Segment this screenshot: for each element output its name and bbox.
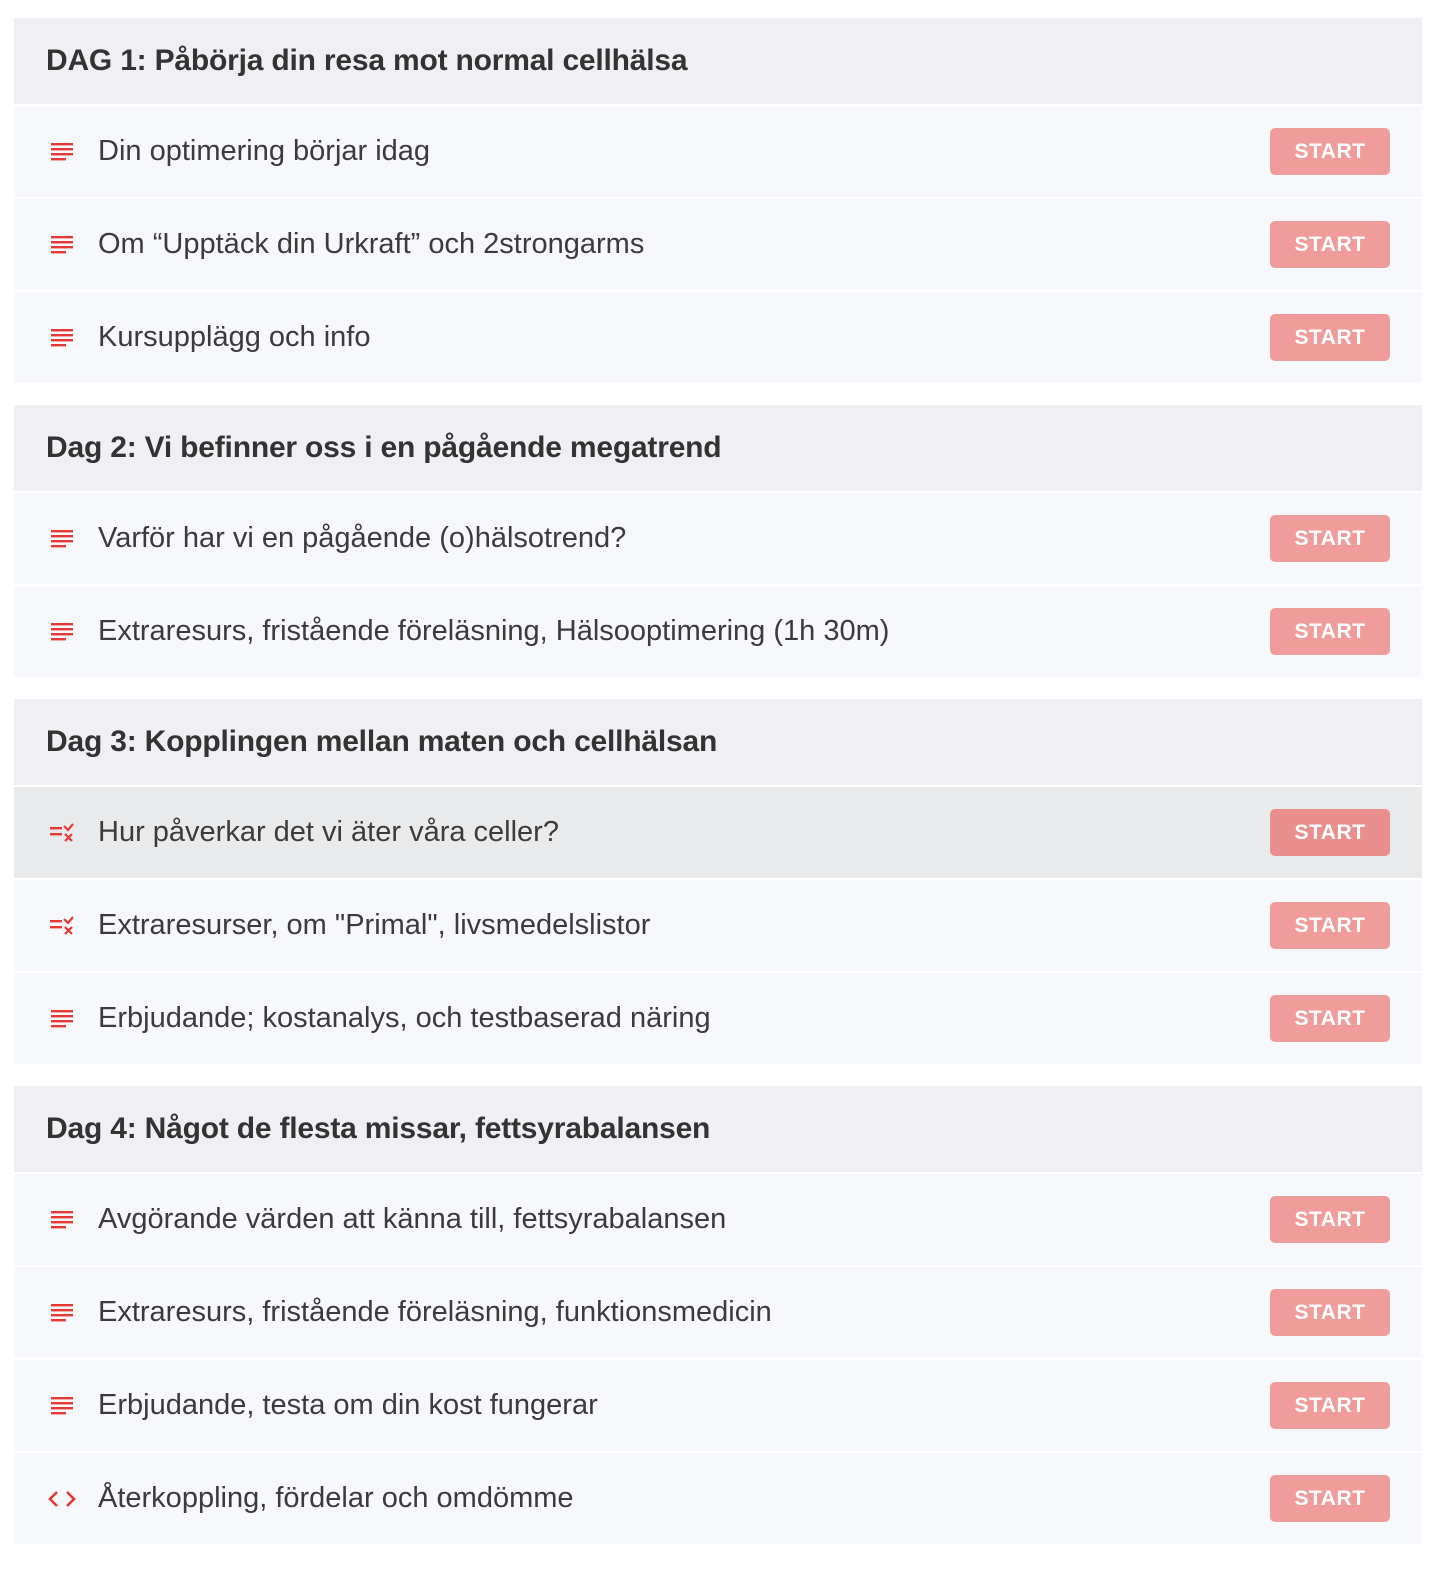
- start-button[interactable]: START: [1270, 314, 1390, 361]
- start-button[interactable]: START: [1270, 128, 1390, 175]
- lesson-row[interactable]: [14, 1172, 1422, 1265]
- text-lines-icon: [48, 138, 76, 166]
- lesson-title[interactable]: Hur påverkar det vi äter våra celler?: [98, 816, 559, 848]
- quiz-icon: [48, 912, 76, 940]
- lesson-row[interactable]: [14, 785, 1422, 878]
- course-section: [14, 1086, 1422, 1544]
- lesson-title[interactable]: Din optimering börjar idag: [98, 135, 431, 167]
- text-lines-icon: [48, 1392, 76, 1420]
- start-button[interactable]: START: [1270, 1382, 1390, 1429]
- lesson-row[interactable]: [14, 584, 1422, 677]
- lesson-row[interactable]: [14, 971, 1422, 1064]
- lesson-row[interactable]: [14, 878, 1422, 971]
- section-title: Dag 3: Kopplingen mellan maten och cellhälsan: [14, 699, 1422, 785]
- lesson-title[interactable]: Avgörande värden att känna till, fettsyrabalansen: [98, 1203, 727, 1235]
- text-lines-icon: [48, 324, 76, 352]
- curriculum-list: [14, 18, 1422, 1566]
- text-lines-icon: [48, 1206, 76, 1234]
- lesson-title[interactable]: Extraresurser, om "Primal", livsmedelslistor: [98, 909, 651, 941]
- course-section: [14, 405, 1422, 677]
- start-button[interactable]: START: [1270, 1289, 1390, 1336]
- lesson-title[interactable]: Erbjudande, testa om din kost fungerar: [98, 1389, 598, 1421]
- lesson-title[interactable]: Erbjudande; kostanalys, och testbaserad näring: [98, 1002, 711, 1034]
- lesson-title[interactable]: Om “Upptäck din Urkraft” och 2strongarms: [98, 228, 645, 260]
- text-lines-icon: [48, 618, 76, 646]
- lesson-row[interactable]: [14, 1265, 1422, 1358]
- lesson-title[interactable]: Extraresurs, fristående föreläsning, funktionsmedicin: [98, 1296, 772, 1328]
- text-lines-icon: [48, 1005, 76, 1033]
- start-button[interactable]: START: [1270, 515, 1390, 562]
- lesson-row[interactable]: [14, 104, 1422, 197]
- lesson-row[interactable]: [14, 491, 1422, 584]
- lesson-title[interactable]: Varför har vi en pågående (o)hälsotrend?: [98, 522, 627, 554]
- lesson-title[interactable]: Återkoppling, fördelar och omdömme: [98, 1482, 574, 1514]
- section-title: DAG 1: Påbörja din resa mot normal cellhälsa: [14, 18, 1422, 104]
- start-button[interactable]: START: [1270, 809, 1390, 856]
- start-button[interactable]: START: [1270, 608, 1390, 655]
- quiz-icon: [48, 819, 76, 847]
- lesson-row[interactable]: [14, 197, 1422, 290]
- code-icon: [48, 1485, 76, 1513]
- start-button[interactable]: START: [1270, 221, 1390, 268]
- start-button[interactable]: START: [1270, 1475, 1390, 1522]
- start-button[interactable]: START: [1270, 1196, 1390, 1243]
- course-section: [14, 699, 1422, 1064]
- text-lines-icon: [48, 231, 76, 259]
- lesson-row[interactable]: [14, 1358, 1422, 1451]
- course-section: [14, 18, 1422, 383]
- start-button[interactable]: START: [1270, 995, 1390, 1042]
- lesson-title[interactable]: Extraresurs, fristående föreläsning, Hälsooptimering (1h 30m): [98, 615, 890, 647]
- text-lines-icon: [48, 525, 76, 553]
- text-lines-icon: [48, 1299, 76, 1327]
- section-title: Dag 2: Vi befinner oss i en pågående megatrend: [14, 405, 1422, 491]
- lesson-row[interactable]: [14, 290, 1422, 383]
- lesson-row[interactable]: [14, 1451, 1422, 1544]
- section-title: Dag 4: Något de flesta missar, fettsyrabalansen: [14, 1086, 1422, 1172]
- lesson-title[interactable]: Kursupplägg och info: [98, 321, 371, 353]
- start-button[interactable]: START: [1270, 902, 1390, 949]
